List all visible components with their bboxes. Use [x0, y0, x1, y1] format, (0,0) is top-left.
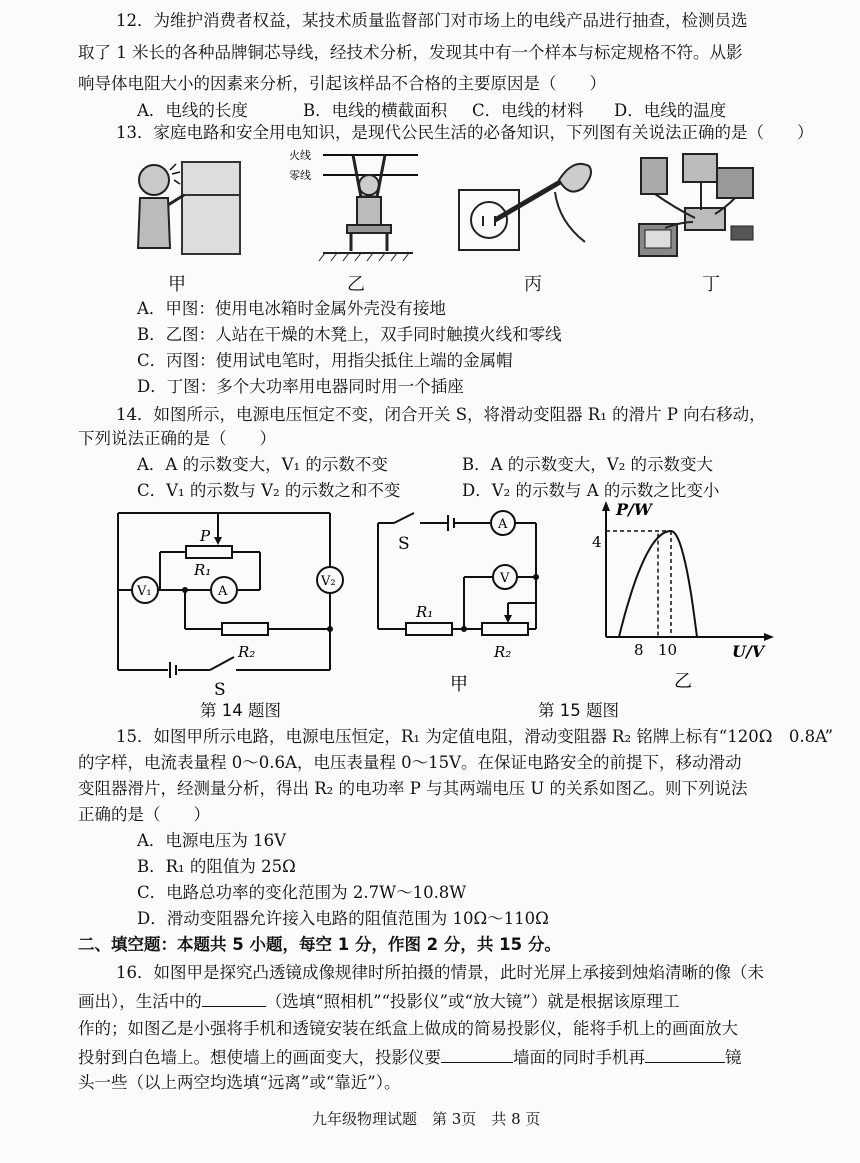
q12-option-a: A．电线的长度 — [137, 101, 248, 120]
q12-line2: 取了 1 米长的各种品牌铜芯导线，经技术分析，发现其中有一个样本与标定规格不符。从影 — [78, 43, 743, 62]
q14-figure-caption: 第 14 题图 — [200, 701, 281, 720]
test-pen-illustration — [455, 150, 595, 260]
q15-figure-caption: 第 15 题图 — [538, 701, 619, 720]
fig-name-jia: 甲 — [450, 674, 468, 695]
q16-line5: 头一些（以上两空均选填“远离”或“靠近”）。 — [78, 1073, 401, 1092]
q15-option-d: D．滑动变阻器允许接入电路的阻值范围为 10Ω～110Ω — [137, 909, 549, 928]
q12-line1: 12．为维护消费者权益，某技术质量监督部门对市场上的电线产品进行抽查，检测员选 — [116, 11, 748, 30]
switch-s-label-15: S — [398, 534, 410, 554]
x-tick-10: 10 — [658, 641, 678, 659]
wires-touch-illustration — [283, 145, 423, 265]
answer-blank-3[interactable] — [645, 1046, 725, 1063]
q14-line1: 14．如图所示，电源电压恒定不变，闭合开关 S，将滑动变阻器 R₁ 的滑片 P 向右移动， — [116, 405, 766, 424]
switch-s-label: S — [214, 680, 226, 700]
fig-label-ding: 丁 — [702, 274, 720, 295]
q16-line4b: 墙面的同时手机再 — [513, 1048, 645, 1067]
answer-blank-1[interactable] — [202, 990, 266, 1007]
q16-line4c: 镜 — [725, 1048, 742, 1067]
q16-line4a: 投射到白色墙上。想使墙上的画面变大，投影仪要 — [78, 1048, 441, 1067]
q14-line2: 下列说法正确的是（ ） — [78, 429, 276, 448]
fig-name-yi: 乙 — [674, 671, 692, 692]
q16-line4 — [78, 1046, 742, 1069]
overloaded-socket-illustration — [635, 148, 760, 263]
slider-p-label: P — [200, 527, 211, 545]
x-axis-label: U/V — [732, 642, 765, 661]
section-2-heading: 二、填空题：本题共 5 小题，每空 1 分，作图 2 分，共 15 分。 — [78, 935, 561, 954]
voltmeter-v2-label: V₂ — [321, 574, 336, 589]
page-footer: 九年级物理试题 第 3页 共 8 页 — [312, 1110, 541, 1128]
q15-line2: 的字样，电流表量程 0～0.6A，电压表量程 0～15V。在保证电路安全的前提下，移动滑动 — [78, 753, 742, 772]
q15-line1: 15．如图甲所示电路，电源电压恒定，R₁ 为定值电阻，滑动变阻器 R₂ 铭牌上标有“120Ω 0.8A” — [116, 727, 834, 746]
q14-option-b: B．A 的示数变大，V₂ 的示数变大 — [462, 455, 714, 474]
q16-line2b: （选填“照相机”“投影仪”或“放大镜”）就是根据该原理工 — [265, 992, 680, 1011]
q12-option-c: C．电线的材料 — [472, 101, 584, 120]
answer-blank-2[interactable] — [441, 1046, 513, 1063]
q14-option-c: C．V₁ 的示数与 V₂ 的示数之和不变 — [137, 481, 401, 500]
q15-option-a: A．电源电压为 16V — [137, 831, 287, 850]
x-tick-8: 8 — [634, 641, 644, 659]
q13-stem: 13．家庭电路和安全用电知识，是现代公民生活的必备知识，下列图有关说法正确的是（ ） — [116, 123, 814, 142]
live-wire-label: 火线 — [289, 149, 311, 162]
q12-option-b: B．电线的横截面积 — [303, 101, 448, 120]
ammeter-label-15: A — [498, 517, 508, 532]
r1-label: R₁ — [194, 561, 212, 579]
voltmeter-label-15: V — [500, 571, 510, 586]
q14-circuit-diagram — [110, 505, 345, 705]
r2-label-15: R₂ — [494, 643, 512, 661]
q16-line2a: 画出），生活中的 — [78, 992, 202, 1011]
ammeter-label: A — [218, 584, 228, 599]
p-u-graph — [592, 497, 782, 697]
q14-option-d: D．V₂ 的示数与 A 的示数之比变小 — [462, 481, 720, 500]
y-tick-4: 4 — [592, 533, 602, 551]
fig-label-yi: 乙 — [347, 274, 365, 295]
q13-option-b: B．乙图：人站在干燥的木凳上，双手同时触摸火线和零线 — [137, 325, 562, 344]
fig-label-bing: 丙 — [524, 274, 542, 295]
y-axis-label: P/W — [616, 500, 652, 519]
r2-label: R₂ — [238, 643, 256, 661]
q15-line4: 正确的是（ ） — [78, 805, 210, 824]
r1-label-15: R₁ — [416, 603, 434, 621]
q13-option-a: A．甲图：使用电冰箱时金属外壳没有接地 — [137, 299, 446, 318]
neutral-wire-label: 零线 — [289, 169, 311, 182]
q14-option-a: A．A 的示数变大，V₁ 的示数不变 — [137, 455, 388, 474]
q15-line3: 变阻器滑片，经测量分析，得出 R₂ 的电功率 P 与其两端电压 U 的关系如图乙。则下列说法 — [78, 779, 748, 798]
q16-line1: 16．如图甲是探究凸透镜成像规律时所拍摄的情景，此时光屏上承接到烛焰清晰的像（未 — [116, 963, 764, 982]
fridge-shock-illustration — [124, 150, 244, 260]
q16-line2 — [78, 990, 679, 1013]
q15-option-c: C．电路总功率的变化范围为 2.7W～10.8W — [137, 883, 467, 902]
q16-line3: 作的；如图乙是小强将手机和透镜安装在纸盒上做成的简易投影仪，能将手机上的画面放大 — [78, 1019, 738, 1038]
q15-circuit-jia — [370, 505, 550, 695]
q13-option-d: D．丁图：多个大功率用电器同时用一个插座 — [137, 377, 464, 396]
q12-option-d: D．电线的温度 — [614, 101, 727, 120]
voltmeter-v1-label: V₁ — [137, 584, 152, 599]
q12-line3: 响导体电阻大小的因素来分析，引起该样品不合格的主要原因是（ ） — [78, 74, 606, 93]
fig-label-jia: 甲 — [168, 274, 186, 295]
q13-option-c: C．丙图：使用试电笔时，用指尖抵住上端的金属帽 — [137, 351, 513, 370]
q15-option-b: B．R₁ 的阻值为 25Ω — [137, 857, 296, 876]
